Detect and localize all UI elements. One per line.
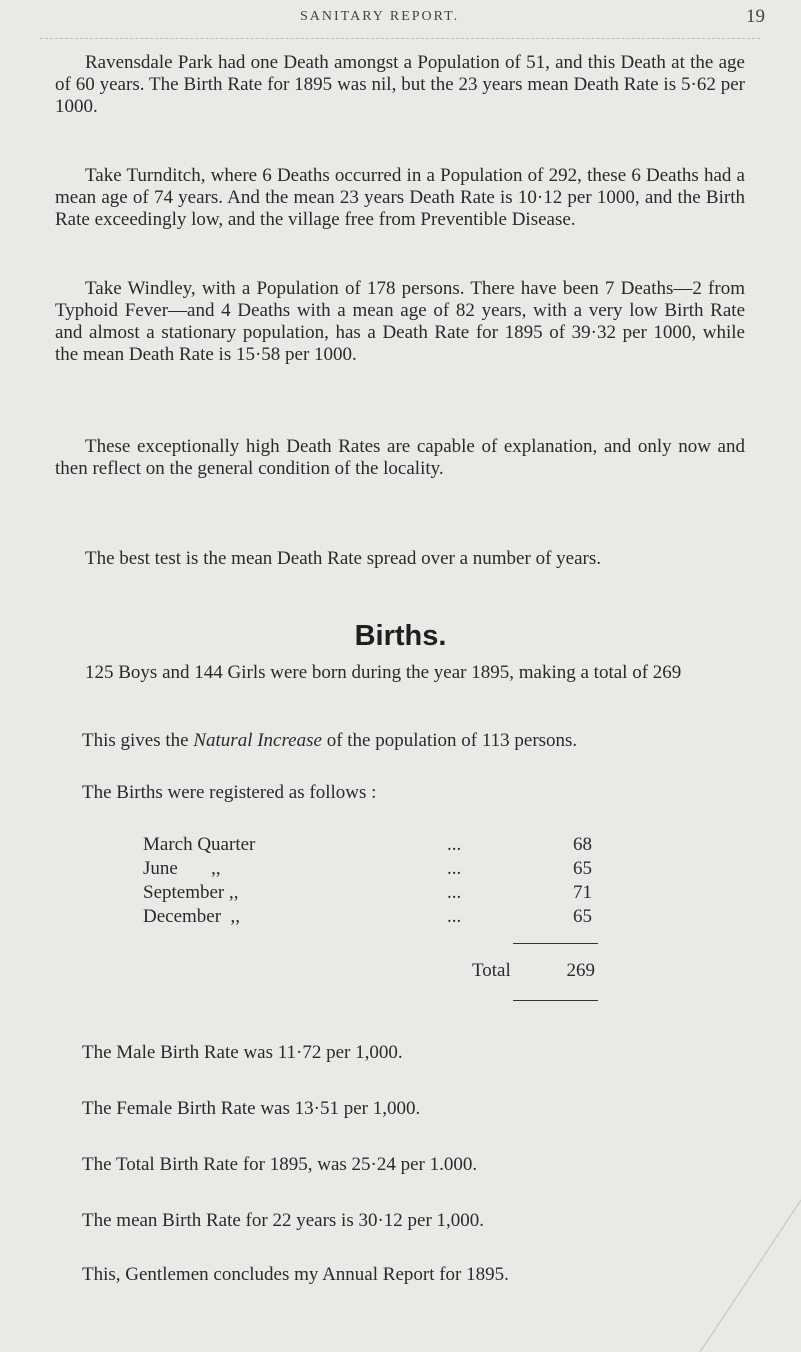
leader-dots: ...: [447, 858, 462, 879]
registered-intro: The Births were registered as follows :: [82, 782, 377, 803]
quarter-value: 71: [573, 882, 592, 903]
natural-increase-term: Natural Increase: [193, 730, 322, 751]
running-title: SANITARY REPORT.: [300, 9, 460, 24]
quarter-value: 65: [573, 858, 592, 879]
total-value: 269: [566, 960, 595, 981]
female-birth-rate: The Female Birth Rate was 13·51 per 1,000.: [82, 1098, 421, 1119]
quarter-value: 65: [573, 906, 592, 927]
paragraph-windley: Take Windley, with a Population of 178 persons. There have been 7 Deaths—2 from Typhoid Fever—and 4 Deaths with a mean age of 82 years, with a very low Birth Rate and almost a stationary population, has a Death Rate for 1895 of 39·32 per 1000, while the mean Death Rate is 15·58 per 1000.: [55, 278, 745, 365]
natural-increase-after: of the population of 113 persons.: [326, 730, 578, 751]
quarter-value: 68: [573, 834, 592, 855]
natural-increase-before: This gives the: [82, 730, 189, 751]
paragraph-turnditch: Take Turnditch, where 6 Deaths occurred in a Population of 292, these 6 Deaths had a mean age of 74 years. And the mean 23 years Death Rate is 10·12 per 1000, and the Birth Rate exceedingly low, and the village free from Preventible Disease.: [55, 165, 745, 230]
quarter-label: June ,,: [143, 858, 221, 879]
paragraph-best-test: The best test is the mean Death Rate spread over a number of years.: [85, 548, 601, 569]
quarter-label: September ,,: [143, 882, 239, 903]
births-intro: 125 Boys and 144 Girls were born during the year 1895, making a total of 269: [85, 662, 682, 683]
leader-dots: ...: [447, 906, 462, 927]
male-birth-rate: The Male Birth Rate was 11·72 per 1,000.: [82, 1042, 403, 1063]
births-heading: Births.: [354, 620, 447, 652]
mean-birth-rate: The mean Birth Rate for 22 years is 30·12 per 1,000.: [82, 1210, 485, 1231]
closing-line: This, Gentlemen concludes my Annual Report for 1895.: [82, 1264, 509, 1285]
total-birth-rate: The Total Birth Rate for 1895, was 25·24 per 1.000.: [82, 1154, 478, 1175]
paragraph-ravensdale: Ravensdale Park had one Death amongst a Population of 51, and this Death at the age of 60 years. The Birth Rate for 1895 was nil, but the 23 years mean Death Rate is 5·62 per 1000.: [55, 52, 745, 117]
quarter-label: December ,,: [143, 906, 241, 927]
paragraph-exceptional-rates: These exceptionally high Death Rates are capable of explanation, and only now and then reflect on the general condition of the locality.: [55, 436, 745, 479]
quarter-label: March Quarter: [143, 834, 256, 855]
leader-dots: ...: [447, 834, 462, 855]
total-label: Total: [472, 960, 511, 981]
leader-dots: ...: [447, 882, 462, 903]
page-number: 19: [746, 6, 765, 27]
